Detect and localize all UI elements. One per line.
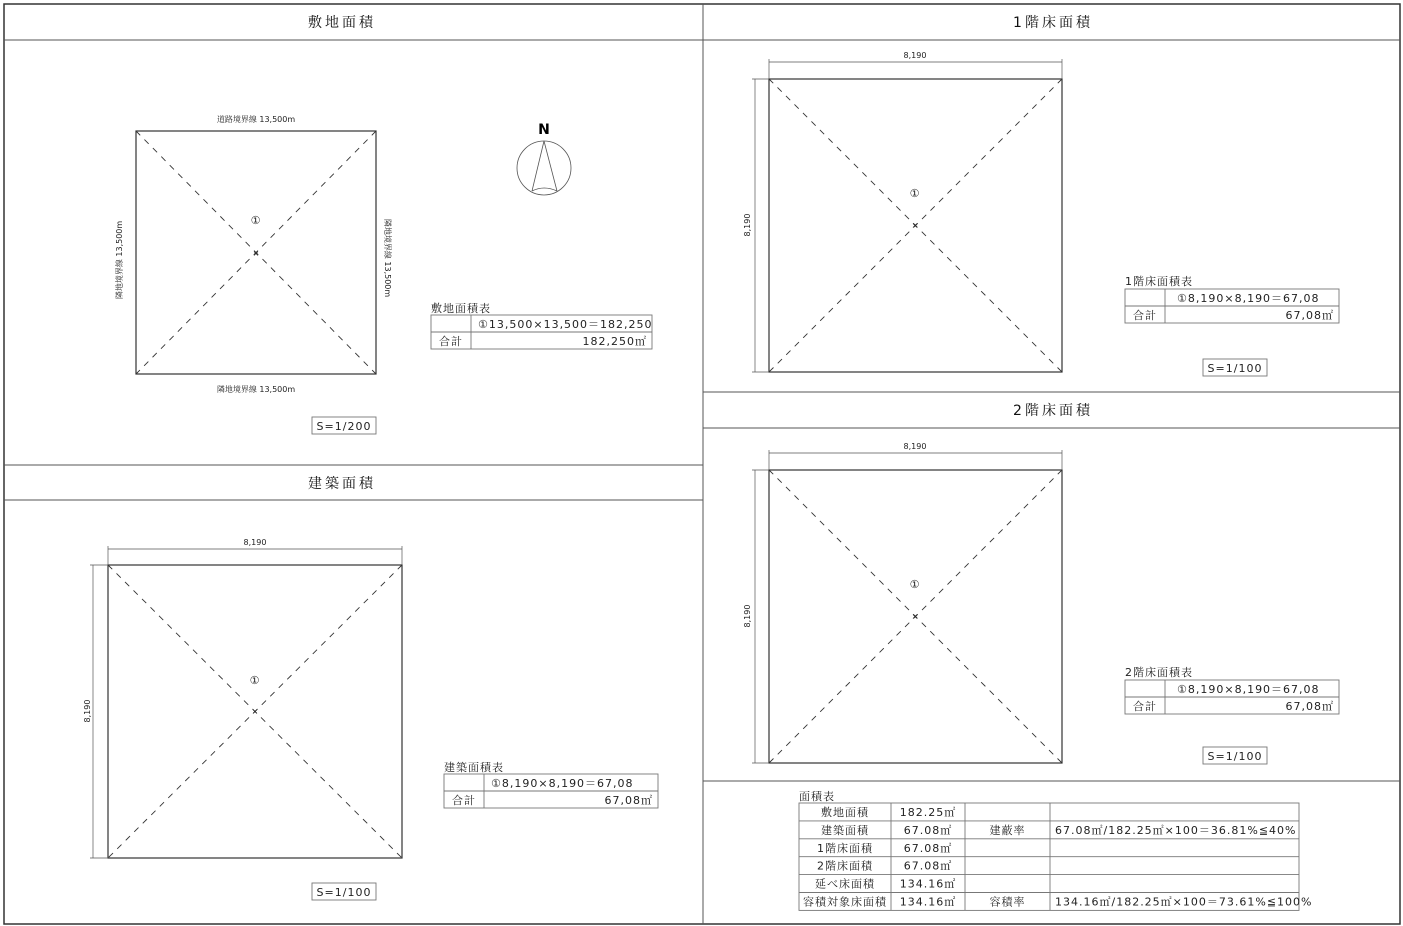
center-mark: × bbox=[911, 612, 919, 621]
summary-row-label: 2階床面積 bbox=[817, 859, 873, 873]
table-row: ①13,500×13,500＝182,250 bbox=[478, 318, 653, 331]
total-value: 182,250㎡ bbox=[582, 335, 647, 348]
dimension-vertical: 8,190 bbox=[743, 213, 752, 237]
summary-row-value: 182.25㎡ bbox=[899, 806, 957, 819]
summary-row-value: 134.16㎡ bbox=[899, 877, 957, 891]
center-mark: × bbox=[252, 249, 260, 258]
boundary-label-left: 隣地境界線 13,500m bbox=[115, 220, 124, 300]
floor2-area-table bbox=[1125, 665, 1339, 714]
summary-ratio-label: 容積率 bbox=[989, 895, 1026, 909]
table-row: ①8,190×8,190＝67,08 bbox=[491, 777, 634, 790]
building-plan bbox=[83, 538, 402, 858]
dimension-vertical: 8,190 bbox=[743, 604, 752, 628]
summary-ratio-formula: 134.16㎡/182.25㎡×100＝73.61%≦100% bbox=[1055, 895, 1313, 909]
summary-row-label: 建築面積 bbox=[821, 823, 869, 837]
summary-row-value: 67.08㎡ bbox=[903, 859, 953, 873]
summary-area-table bbox=[799, 789, 1313, 910]
summary-ratio-label: 建蔽率 bbox=[989, 823, 1026, 837]
summary-title: 面積表 bbox=[799, 790, 835, 803]
center-mark: × bbox=[911, 221, 919, 230]
summary-row-value: 67.08㎡ bbox=[903, 841, 953, 855]
table-row: ①8,190×8,190＝67,08 bbox=[1177, 292, 1320, 305]
site-area-table bbox=[431, 301, 653, 349]
building-area-title: 建築面積 bbox=[308, 476, 376, 492]
table-title: 建築面積表 bbox=[444, 761, 504, 774]
total-label: 合計 bbox=[1133, 700, 1157, 713]
floor2-area-title: 2階床面積 bbox=[1013, 403, 1093, 419]
scale-label: S=1/100 bbox=[1207, 362, 1263, 375]
area-marker: ① bbox=[249, 674, 261, 687]
area-marker: ① bbox=[250, 214, 262, 227]
site-plan bbox=[114, 114, 393, 394]
total-label: 合計 bbox=[439, 335, 463, 348]
total-label: 合計 bbox=[1133, 309, 1157, 322]
total-value: 67,08㎡ bbox=[1285, 309, 1334, 322]
floor1-area-title: 1階床面積 bbox=[1013, 15, 1093, 31]
summary-row-value: 67.08㎡ bbox=[903, 823, 953, 837]
dimension-horizontal: 8,190 bbox=[243, 538, 267, 547]
total-value: 67,08㎡ bbox=[604, 794, 653, 807]
dimension-horizontal: 8,190 bbox=[903, 51, 927, 60]
boundary-label-bottom: 隣地境界線 13,500m bbox=[216, 385, 296, 394]
building-area-table bbox=[444, 760, 658, 808]
floor1-plan bbox=[743, 51, 1062, 372]
summary-row-label: 延べ床面積 bbox=[815, 877, 875, 891]
floor1-area-table bbox=[1125, 274, 1339, 323]
summary-row-label: 容積対象床面積 bbox=[803, 895, 887, 909]
center-mark: × bbox=[251, 707, 259, 716]
boundary-label-right: 隣地境界線 13,500m bbox=[383, 218, 392, 298]
scale-label: S=1/100 bbox=[316, 886, 372, 899]
sheet-border bbox=[4, 4, 1400, 924]
site-area-title: 敷地面積 bbox=[308, 15, 376, 31]
total-value: 67,08㎡ bbox=[1285, 700, 1334, 713]
table-title: 1階床面積表 bbox=[1125, 275, 1193, 288]
scale-label: S=1/100 bbox=[1207, 750, 1263, 763]
scale-label: S=1/200 bbox=[316, 420, 372, 433]
table-title: 2階床面積表 bbox=[1125, 666, 1193, 679]
summary-row-value: 134.16㎡ bbox=[899, 895, 957, 909]
area-marker: ① bbox=[909, 187, 921, 200]
area-marker: ① bbox=[909, 578, 921, 591]
boundary-label-top: 道路境界線 13,500m bbox=[216, 115, 296, 124]
total-label: 合計 bbox=[452, 794, 476, 807]
north-label: N bbox=[538, 122, 550, 138]
dimension-vertical: 8,190 bbox=[83, 699, 92, 723]
summary-ratio-formula: 67.08㎡/182.25㎡×100＝36.81%≦40% bbox=[1055, 823, 1297, 837]
summary-row-label: 1階床面積 bbox=[817, 841, 873, 855]
dimension-horizontal: 8,190 bbox=[903, 442, 927, 451]
north-arrow-icon bbox=[517, 122, 571, 195]
table-title: 敷地面積表 bbox=[431, 302, 491, 315]
table-row: ①8,190×8,190＝67,08 bbox=[1177, 683, 1320, 696]
floor2-plan bbox=[743, 442, 1062, 763]
summary-row-label: 敷地面積 bbox=[821, 806, 869, 819]
